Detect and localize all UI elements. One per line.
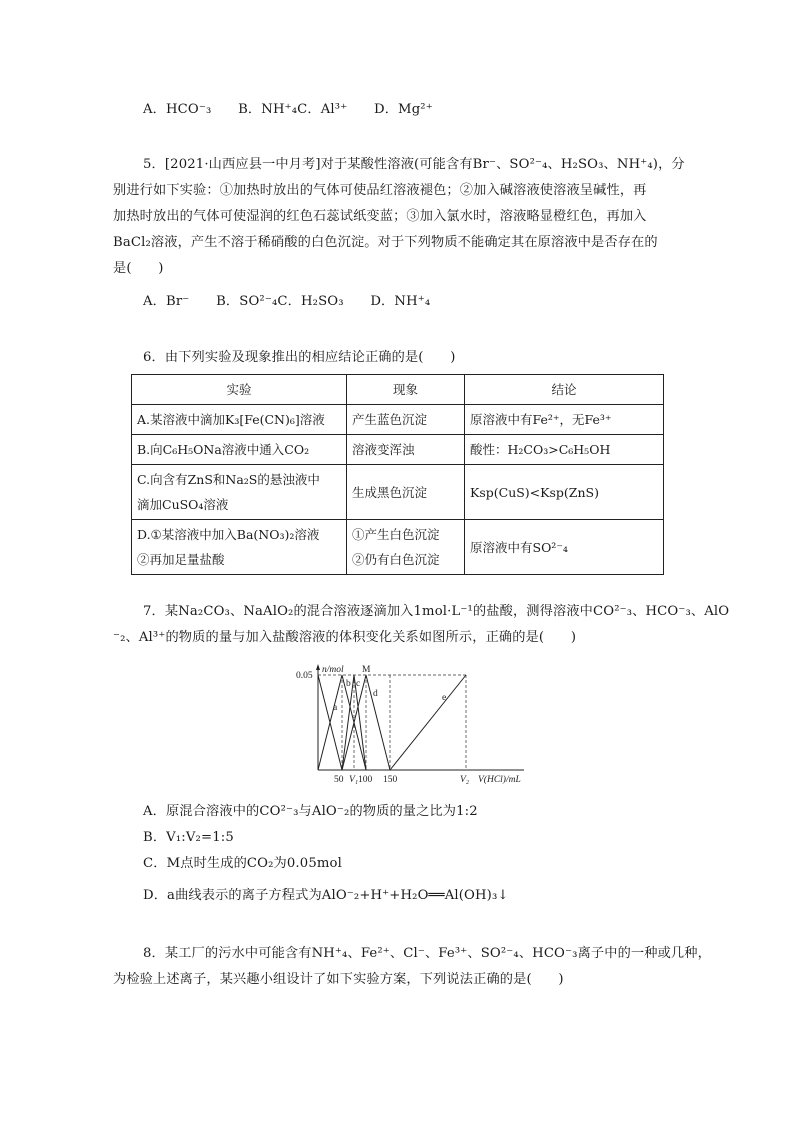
phenomenon-cell: 溶液变浑浊 [347, 435, 465, 465]
header-experiment: 实验 [132, 375, 347, 405]
phenomenon-cell: 生成黑色沉淀 [347, 465, 465, 520]
curve-e [390, 675, 466, 770]
q5-line-4: BaCl₂溶液，产生不溶于稀硝酸的白色沉淀。对于下列物质不能确定其在原溶液中是否存在的 [113, 235, 658, 250]
curve-label-e: e [442, 693, 447, 703]
q8-line-2: 为检验上述离子，某兴趣小组设计了如下实验方案，下列说法正确的是( ) [113, 972, 564, 987]
q5-line-3: 加热时放出的气体可使湿润的红色石蕊试纸变蓝；③加入氯水时，溶液略显橙红色，再加入 [113, 209, 647, 224]
phenomenon-line: ②仍有白色沉淀 [352, 552, 440, 567]
q7-line-1: 7．某Na₂CO₃、NaAlO₂的混合溶液逐滴加入1mol·L⁻¹的盐酸，测得溶液中CO²⁻₃、HCO⁻₃、AlO [143, 604, 730, 619]
q6-table [131, 374, 664, 575]
q8-line-1: 8．某工厂的污水中可能含有NH⁺₄、Fe²⁺、Cl⁻、Fe³⁺、SO²⁻₄、HCO⁻₃离子中的一种或几种， [143, 946, 711, 961]
y-axis-label: n/mol [322, 665, 344, 675]
header-conclusion: 结论 [465, 375, 664, 405]
experiment-cell: B.向C₆H₅ONa溶液中通入CO₂ [132, 435, 347, 465]
point-label-m: M [362, 665, 371, 675]
q7-figure [296, 662, 526, 790]
q7-line-2: ⁻₂、Al³⁺的物质的量与加入盐酸溶液的体积变化关系如图所示，正确的是( ) [113, 630, 577, 645]
x-tick-v2: V₂ [460, 775, 470, 785]
x-tick-v1: V₁ [349, 775, 359, 785]
conclusion-cell: 原溶液中有SO²⁻₄ [465, 520, 664, 575]
y-tick-label: 0.05 [296, 671, 313, 681]
curve-label-b: b [346, 679, 351, 689]
curve-label-d: d [373, 689, 378, 699]
q7-option-c: C．M点时生成的CO₂为0.05mol [143, 856, 342, 871]
table-row [132, 435, 664, 465]
experiment-cell [132, 520, 347, 575]
q5-line-5: 是( ) [113, 261, 164, 276]
phenomenon-cell [347, 520, 465, 575]
x-tick-150: 150 [383, 775, 398, 785]
experiment-line: 滴加CuSO₄溶液 [137, 497, 229, 512]
x-tick-50: 50 [334, 775, 344, 785]
table-header-row [132, 375, 664, 405]
experiment-cell: A.某溶液中滴加K₃[Fe(CN)₆]溶液 [132, 405, 347, 435]
q7-option-d: D．a曲线表示的离子方程式为AlO⁻₂+H⁺+H₂O══Al(OH)₃↓ [143, 888, 509, 903]
conclusion-cell: 原溶液中有Fe²⁺，无Fe³⁺ [465, 405, 664, 435]
q7-option-a: A．原混合溶液中的CO²⁻₃与AlO⁻₂的物质的量之比为1:2 [143, 804, 478, 819]
conclusion-cell: 酸性：H₂CO₃>C₆H₅OH [465, 435, 664, 465]
table-row [132, 405, 664, 435]
curve-label-a: a [333, 703, 338, 713]
header-phenomenon: 现象 [347, 375, 465, 405]
q6-stem: 6．由下列实验及现象推出的相应结论正确的是( ) [143, 350, 456, 365]
q5-options: A．Br⁻ B．SO²⁻₄C．H₂SO₃ D．NH⁺₄ [143, 294, 431, 309]
y-axis-arrow [316, 664, 320, 670]
conclusion-cell: Ksp(CuS)<Ksp(ZnS) [465, 465, 664, 520]
x-axis-label: V(HCl)/mL [478, 775, 521, 785]
table-row [132, 520, 664, 575]
x-tick-100: 100 [358, 775, 373, 785]
experiment-line: D.①某溶液中加入Ba(NO₃)₂溶液 [137, 527, 320, 542]
table-row [132, 465, 664, 520]
q5-line-1: 5．[2021·山西应县一中月考]对于某酸性溶液(可能含有Br⁻、SO²⁻₄、H₂SO₃、NH⁺₄)，分 [143, 157, 685, 172]
q5-line-2: 别进行如下实验：①加热时放出的气体可使品红溶液褪色；②加入碱溶液使溶液呈碱性，再 [113, 183, 647, 198]
experiment-line: C.向含有ZnS和Na₂S的悬浊液中 [137, 472, 320, 487]
phenomenon-cell: 产生蓝色沉淀 [347, 405, 465, 435]
curve-label-c: c [356, 679, 361, 689]
q7-option-b: B．V₁:V₂=1:5 [143, 830, 234, 845]
experiment-line: ②再加足量盐酸 [137, 552, 225, 567]
experiment-cell [132, 465, 347, 520]
phenomenon-line: ①产生白色沉淀 [352, 527, 440, 542]
q4-options: A．HCO⁻₃ B．NH⁺₄C．Al³⁺ D．Mg²⁺ [143, 102, 433, 117]
